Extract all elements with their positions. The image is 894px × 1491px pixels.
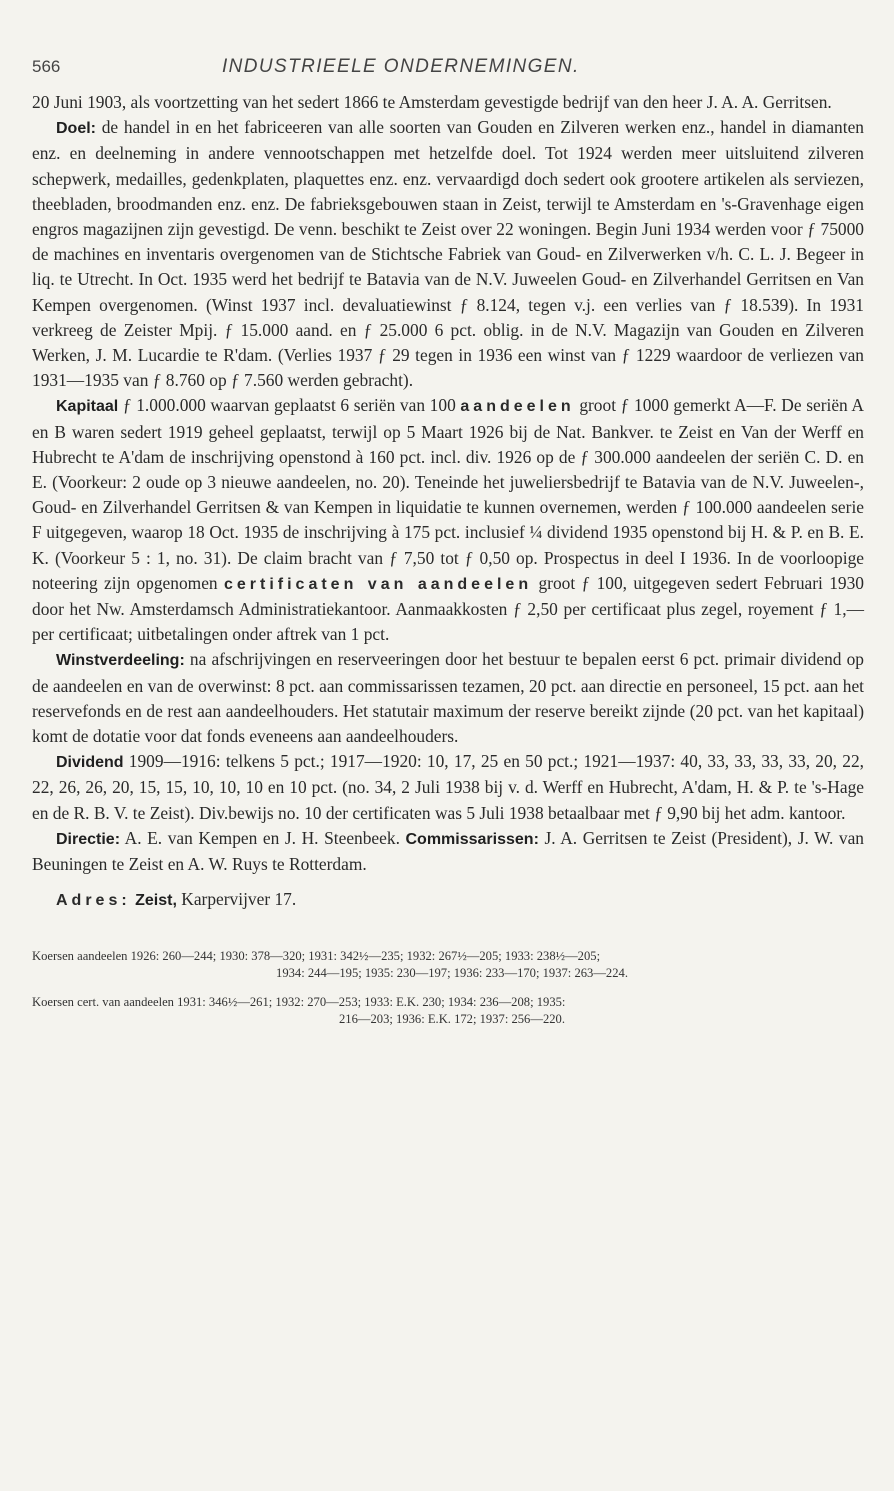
paragraph-adres (32, 887, 864, 913)
quotes-aandeelen-line1: Koersen aandeelen 1926: 260—244; 1930: 378—320; 1931: 342½—235; 1932: 267½—205; 1933: 238½—205; (32, 948, 601, 963)
adres-city: Zeist, (130, 892, 177, 910)
price-quotes (32, 948, 864, 1028)
winstverdeeling-text: na afschrijvingen en reserveeringen door het bestuur te bepalen eerst 6 pct. primair dividend op de aandeelen en van de overwinst: 8 pct. aan commissarissen tezamen, 20 pct. aan directie en personeel, 15 pct. aan het reservefonds en de rest aan aandeelhouders. Het statutair maximum der reserve bereikt zijnde (20 pct. van het kapitaal) komt de dotatie voor dat fonds eveneens aan aandeelhouders. (32, 649, 864, 747)
page-header (32, 56, 864, 90)
aandeelen-spaced: aandeelen (460, 398, 575, 416)
paragraph-kapitaal (32, 393, 864, 647)
kapitaal-text-1: ƒ 1.000.000 waarvan geplaatst 6 seriën van 100 (118, 395, 461, 416)
paragraph-winstverdeeling (32, 647, 864, 749)
intro-text: 20 Juni 1903, als voortzetting van het sedert 1866 te Amsterdam gevestigde bedrijf van den heer J. A. A. Gerritsen. (32, 92, 832, 112)
adres-label: Adres: (56, 892, 131, 910)
quotes-cert-line2: 216—203; 1936: E.K. 172; 1937: 256—220. (339, 1011, 565, 1026)
quotes-aandeelen-line2: 1934: 244—195; 1935: 230—197; 1936: 233—170; 1937: 263—224. (276, 965, 628, 980)
adres-text: Karpervijver 17. (176, 889, 297, 910)
paragraph-intro (32, 90, 864, 115)
certificaten-spaced: certificaten van aandeelen (223, 575, 533, 593)
quotes-cert-line1: Koersen cert. van aandeelen 1931: 346½—261; 1932: 270—253; 1933: E.K. 230; 1934: 236—208; 1935: (32, 994, 566, 1009)
kapitaal-text-3: groot ƒ 100, uitgegeven sedert Februari 1930 door het Nw. Amsterdamsch Administratiekantoor. Aanmaakkosten ƒ 2,50 per certificaat plus zegel, royement ƒ 1,— per certificaat; uitbetalingen onder aftrek van 1 pct. (32, 572, 864, 645)
commissarissen-label: Commissarissen: (405, 830, 539, 848)
quotes-certificaten (32, 994, 864, 1028)
winstverdeeling-label: Winstverdeeling: (56, 652, 185, 670)
doel-text: de handel in en het fabriceeren van alle soorten van Gouden en Zilveren werken enz., handel in diamanten enz. en deelneming in andere vennootschappen met hetzelfde doel. Tot 1924 werden meer uitsluitend zilveren schepwerk, medailles, gedenkplaten, plaquettes enz. enz. vervaardigd doch sedert ook grootere artikelen als serviezen, theebladen, broodmanden enz. enz. De fabrieksgebouwen staan in Zeist, terwijl te Amsterdam en 's-Gravenhage eigen engros magazijnen zijn gevestigd. De venn. beschikt te Zeist over 22 woningen. Begin Juni 1934 werden voor ƒ 75000 de machines en inventaris overgenomen van de Stichtsche Fabriek van Goud- en Zilverwerken v/h. C. L. J. Begeer in liq. te Utrecht. In Oct. 1935 werd het bedrijf te Batavia van de N.V. Juweelen Goud- en Zilverhandel Gerritsen en Van Kempen overgenomen. (Winst 1937 incl. devaluatiewinst ƒ 8.124, tegen v.j. een verlies van ƒ 18.539). In 1931 verkreeg de Zeister Mpij. ƒ 15.000 aand. en ƒ 25.000 6 pct. oblig. in de N.V. Magazijn van Gouden en Zilveren Werken, J. M. Lucardie te R'dam. (Verlies 1937 ƒ 29 tegen in 1936 een winst van ƒ 1229 waardoor de verliezen van 1931—1935 van ƒ 8.760 op ƒ 7.560 werden gebracht). (32, 117, 864, 391)
kapitaal-text-2: groot ƒ 1000 gemerkt A—F. De seriën A en B waren sedert 1919 geheel geplaatst, terwijl op 5 Maart 1926 bij de Nat. Bankver. te Zeist en Van der Werff en Hubrecht te A'dam de inschrijving openstond à 160 pct. incl. div. 1926 op de ƒ 300.000 aandeelen der seriën C. D. en E. (Voorkeur: 2 oude op 3 nieuwe aandeelen, no. 20). Teneinde het juweliersbedrijf te Batavia van de N.V. Juweelen-, Goud- en Zilverhandel Gerritsen & van Kempen in liquidatie te kunnen overnemen, werden ƒ 100.000 aandeelen serie F uitgegeven, waarop 18 Oct. 1935 de inschrijving à 175 pct. inclusief ¼ dividend 1935 openstond bij H. & P. en B. E. K. (Voorkeur 5 : 1, no. 31). De claim bracht van ƒ 7,50 tot ƒ 0,50 op. Prospectus in deel I 1936. In de voorloopige noteering zijn opgenomen (32, 395, 864, 593)
page-number: 566 (32, 57, 61, 76)
body-text (32, 90, 864, 914)
paragraph-dividend (32, 749, 864, 826)
paragraph-doel (32, 115, 864, 393)
kapitaal-label: Kapitaal (56, 398, 119, 416)
paragraph-directie (32, 826, 864, 877)
doel-label: Doel: (56, 120, 96, 138)
dividend-label: Dividend (56, 754, 124, 772)
directie-label: Directie: (56, 830, 121, 848)
dividend-text: 1909—1916: telkens 5 pct.; 1917—1920: 10, 17, 25 en 50 pct.; 1921—1937: 40, 33, 33, 33, 33, 20, 22, 22, 26, 26, 20, 15, 15, 10, 10, 10 en 10 pct. (no. 34, 2 Juli 1938 bij v. d. Werff en Hubrecht, A'dam, H. & P. te 's-Hage en de R. B. V. te Zeist). Div.bewijs no. 10 der certificaten was 5 Juli 1938 betaalbaar met ƒ 9,90 bij het adm. kantoor. (32, 751, 864, 823)
directie-text: A. E. van Kempen en J. H. Steenbeek. (120, 827, 406, 848)
running-title: INDUSTRIEELE ONDERNEMINGEN. (222, 56, 580, 77)
quotes-aandeelen (32, 948, 864, 982)
commissarissen-text: J. A. Gerritsen te Zeist (President), J. W. van Beuningen te Zeist en A. W. Ruys te Rotterdam. (32, 827, 864, 875)
